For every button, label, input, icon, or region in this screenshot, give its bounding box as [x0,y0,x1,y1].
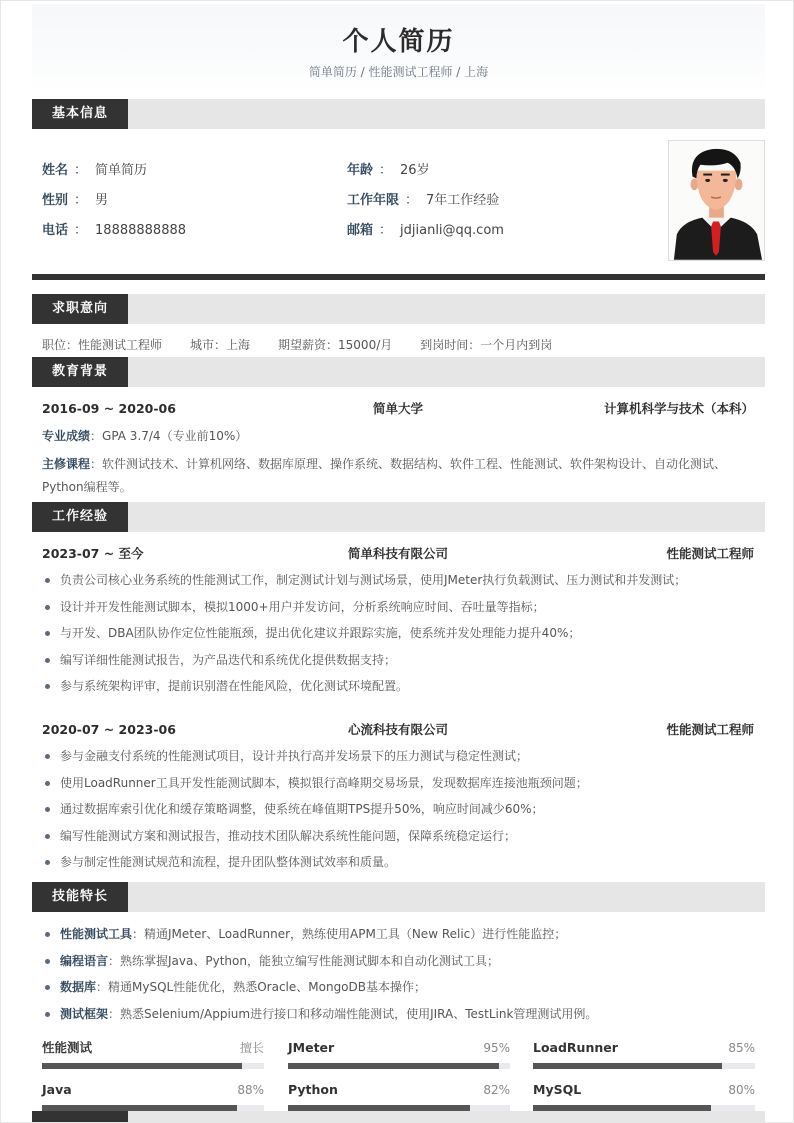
section-header-basic-info [32,99,765,129]
courses-label: 主修课程 [42,457,91,471]
info-value: 18888888888 [95,223,187,238]
list-item: 使用LoadRunner工具开发性能测试脚本，模拟银行高峰期交易场景，发现数据库连接池瓶颈问题； [42,770,754,797]
section-header-education [32,357,765,387]
avatar [668,140,765,261]
gpa-value: ：GPA 3.7/4（专业前10%） [90,429,248,443]
intent-position: 职位：性能测试工程师 [42,338,163,352]
bullet-icon [45,631,50,636]
education-courses [42,453,754,499]
skill-level: 擅长 [239,1041,264,1055]
resume-header [32,4,765,92]
list-item: 编写性能测试方案和测试报告，推动技术团队解决系统性能问题，保障系统稳定运行； [42,823,754,850]
education-major: 计算机科学与技术（本科） [603,401,754,416]
bullet-icon [45,860,50,865]
bullet-icon [45,959,50,964]
info-value: 7年工作经验 [426,193,500,208]
info-label: 姓名 [42,163,69,178]
skills-bullets [42,921,754,1027]
work-title: 性能测试工程师 [666,722,754,737]
education-gpa [42,425,754,448]
page-subtitle: 简单简历 / 性能测试工程师 / 上海 [308,65,489,79]
info-label: 性别 [42,193,69,208]
skill-bar-item [533,1081,755,1115]
section-title [32,1111,128,1123]
job-intent-line [42,336,580,354]
list-item: 数据库：精通MySQL性能优化，熟悉Oracle、MongoDB基本操作； [42,974,754,1001]
info-value: 26岁 [400,163,430,178]
skill-name: MySQL [533,1082,582,1097]
info-label: 电话 [42,223,69,238]
list-item: 参与制定性能测试规范和流程，提升团队整体测试效率和质量。 [42,849,754,876]
list-item: 通过数据库索引优化和缓存策略调整，使系统在峰值期TPS提升50%，响应时间减少60%； [42,796,754,823]
education-entry-header [42,399,754,419]
list-item: 性能测试工具：精通JMeter、LoadRunner，熟练使用APM工具（New Relic）进行性能监控； [42,921,754,948]
education-school: 简单大学 [372,401,423,416]
skill-level: 80% [728,1083,755,1097]
skill-bar-item [42,1039,264,1073]
skill-name: 性能测试 [42,1040,93,1055]
intent-arrival: 到岗时间：一个月内到岗 [420,338,553,352]
skill-level: 82% [483,1083,510,1097]
info-value: 简单简历 [95,163,148,178]
info-age: 年龄 ： 26岁 [347,163,430,178]
info-label: 工作年限 [347,193,400,208]
skill-progress-track [533,1063,755,1069]
work-entry-header [42,720,754,740]
bullet-icon [45,834,50,839]
info-value: 男 [95,193,109,208]
bullet-icon [45,932,50,937]
section-header-clipped [32,1111,765,1123]
work-company: 简单科技有限公司 [347,546,448,561]
skill-level: 85% [728,1041,755,1055]
section-title: 基本信息 [32,99,128,129]
skill-bar-item [288,1081,510,1115]
info-value: jdjianli@qq.com [400,223,504,238]
intent-salary: 期望薪资：15000/月 [278,338,393,352]
bullet-icon [45,1012,50,1017]
list-item: 编程语言：熟练掌握Java、Python，能独立编写性能测试脚本和自动化测试工具； [42,948,754,975]
gpa-label: 专业成绩 [42,429,91,443]
list-item: 参与系统架构评审，提前识别潜在性能风险，优化测试环境配置。 [42,673,754,700]
work-company: 心流科技有限公司 [347,722,448,737]
skill-progress-fill [288,1063,499,1069]
work-title: 性能测试工程师 [666,546,754,561]
skill-progress-track [42,1063,264,1069]
list-item: 编写详细性能测试报告，为产品迭代和系统优化提供数据支持； [42,647,754,674]
info-name: 姓名 ： 简单简历 [42,163,148,178]
info-gender: 性别 ： 男 [42,193,109,208]
section-title: 求职意向 [32,294,128,324]
skill-name: Python [288,1082,338,1097]
section-header-work [32,502,765,532]
info-label: 邮箱 [347,223,374,238]
info-email: 邮箱 ： jdjianli@qq.com [347,223,504,238]
section-divider [32,274,765,280]
work-bullets [42,743,754,876]
skill-name: Java [42,1082,72,1097]
skill-name: JMeter [288,1040,335,1055]
info-label: 年龄 [347,163,374,178]
bullet-icon [45,807,50,812]
skill-bar-item [533,1039,755,1073]
list-item: 参与金融支付系统的性能测试项目，设计并执行高并发场景下的压力测试与稳定性测试； [42,743,754,770]
bullet-icon [45,985,50,990]
skill-bar-item [288,1039,510,1073]
section-header-skills [32,882,765,912]
list-item: 与开发、DBA团队协作定位性能瓶颈，提出优化建议并跟踪实施，使系统并发处理能力提升40%； [42,620,754,647]
skill-progress-fill [533,1063,722,1069]
info-phone: 电话 ： 18888888888 [42,223,187,238]
section-title: 工作经验 [32,502,128,532]
skill-level: 95% [483,1041,510,1055]
work-entry-header [42,544,754,564]
courses-value: ：软件测试技术、计算机网络、数据库原理、操作系统、数据结构、软件工程、性能测试、软件架构设计、自动化测试、Python编程等。 [42,457,727,494]
skill-name: LoadRunner [533,1040,618,1055]
skill-bar-item [42,1081,264,1115]
bullet-icon [45,754,50,759]
intent-city: 城市：上海 [190,338,251,352]
portrait-icon [669,141,764,260]
bullet-icon [45,781,50,786]
skill-level: 88% [237,1083,264,1097]
info-work-years: 工作年限 ： 7年工作经验 [347,193,500,208]
work-period: 2020-07 ~ 2023-06 [42,722,176,737]
section-header-job-intent [32,294,765,324]
bullet-icon [45,684,50,689]
work-bullets [42,567,754,700]
section-title: 技能特长 [32,882,128,912]
list-item: 测试框架：熟悉Selenium/Appium进行接口和移动端性能测试，使用JIRA、TestLink管理测试用例。 [42,1001,754,1028]
bullet-icon [45,605,50,610]
skill-progress-track [288,1063,510,1069]
bullet-icon [45,578,50,583]
section-title: 教育背景 [32,357,128,387]
bullet-icon [45,658,50,663]
education-period: 2016-09 ~ 2020-06 [42,401,176,416]
page-title: 个人简历 [342,27,455,57]
work-period: 2023-07 ~ 至今 [42,546,144,561]
list-item: 设计并开发性能测试脚本，模拟1000+用户并发访问，分析系统响应时间、吞吐量等指标； [42,594,754,621]
skill-progress-fill [42,1063,242,1069]
list-item: 负责公司核心业务系统的性能测试工作，制定测试计划与测试场景，使用JMeter执行负载测试、压力测试和并发测试； [42,567,754,594]
